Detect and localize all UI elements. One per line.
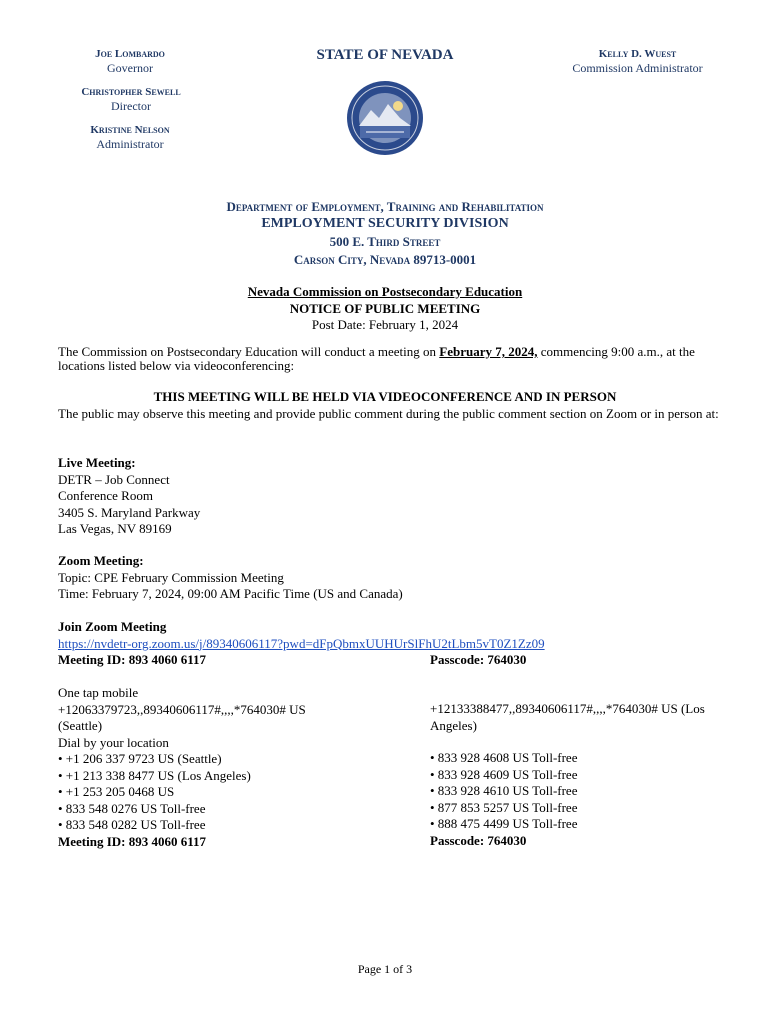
live-meeting-heading: Live Meeting:	[58, 455, 136, 470]
join-zoom-section	[58, 619, 738, 652]
dial-number: • +1 213 338 8477 US (Los Angeles)	[58, 767, 251, 783]
official-director	[52, 85, 210, 114]
dial-number: • 833 928 4610 US Toll-free	[430, 783, 578, 798]
notice-block	[0, 284, 770, 334]
join-zoom-heading: Join Zoom Meeting	[58, 619, 167, 634]
dial-number: • 833 928 4608 US Toll-free	[430, 750, 578, 765]
intro-paragraph	[58, 345, 723, 373]
director-title: Director	[111, 99, 151, 113]
zoom-meeting-heading: Zoom Meeting:	[58, 553, 144, 568]
zoom-join-link[interactable]: https://nvdetr-org.zoom.us/j/89340606117?pwd=dFpQbmxUUHUrSlFhU2tLbm5vT0Z1Zz09	[58, 635, 545, 651]
department-name: Department of Employment, Training and Rehabilitation	[226, 199, 544, 214]
division-name: EMPLOYMENT SECURITY DIVISION	[261, 216, 509, 231]
notice-title: NOTICE OF PUBLIC MEETING	[289, 300, 481, 316]
dial-heading: Dial by your location	[58, 734, 169, 750]
live-meeting-section	[58, 455, 458, 538]
zoom-topic: Topic: CPE February Commission Meeting	[58, 569, 284, 585]
governor-title: Governor	[107, 61, 153, 75]
live-meeting-line: Conference Room	[58, 488, 153, 503]
meeting-id-repeat: Meeting ID: 893 4060 6117	[58, 833, 207, 849]
passcode-repeat: Passcode: 764030	[430, 832, 527, 848]
post-date: Post Date: February 1, 2024	[311, 317, 459, 332]
dial-right-column	[430, 750, 730, 849]
commission-name: Nevada Commission on Postsecondary Education	[247, 284, 523, 299]
intro-text-rest: commencing 9:00 a.m., at the locations listed below via videoconferencing:	[58, 344, 695, 373]
street-address: 500 E. Third Street	[329, 234, 441, 249]
meeting-date: February 7, 2024,	[439, 344, 538, 359]
one-tap-right	[430, 701, 730, 734]
live-meeting-line: DETR – Job Connect	[58, 471, 170, 487]
administrator-name: Kristine Nelson	[90, 124, 170, 136]
intro-text: The Commission on Postsecondary Education will conduct a meeting on	[58, 344, 440, 359]
one-tap-heading: One tap mobile	[58, 685, 139, 700]
governor-name: Joe Lombardo	[95, 48, 165, 60]
dial-number: • 833 548 0282 US Toll-free	[58, 817, 206, 832]
dial-number: • +1 206 337 9723 US (Seattle)	[58, 751, 222, 766]
dial-number: • 877 853 5257 US Toll-free	[430, 799, 578, 815]
public-comment-text: The public may observe this meeting and provide public comment during the public comment section on Zoom or in person at:	[58, 406, 719, 421]
one-tap-left	[58, 685, 338, 850]
dial-number: • 888 475 4499 US Toll-free	[430, 816, 578, 831]
live-meeting-line: Las Vegas, NV 89169	[58, 521, 172, 536]
official-administrator	[60, 123, 200, 152]
one-tap-los-angeles: +12133388477,,89340606117#,,,,*764030# US (Los Angeles)	[430, 701, 705, 733]
official-governor	[60, 47, 200, 76]
administrator-title: Administrator	[96, 137, 164, 151]
zoom-meeting-section	[58, 553, 658, 603]
state-seal-icon	[346, 80, 424, 156]
page-number: Page 1 of 3	[357, 962, 413, 976]
dial-number: • 833 548 0276 US Toll-free	[58, 800, 206, 816]
meeting-id: Meeting ID: 893 4060 6117	[58, 652, 207, 667]
meeting-format-headline: THIS MEETING WILL BE HELD VIA VIDEOCONFERENCE AND IN PERSON	[153, 389, 617, 404]
department-block	[0, 198, 770, 269]
city-address: Carson City, Nevada 89713-0001	[293, 252, 477, 267]
commission-administrator-name: Kelly D. Wuest	[598, 48, 677, 60]
director-name: Christopher Sewell	[81, 86, 181, 98]
dial-number: • +1 253 205 0468 US	[58, 784, 175, 799]
commission-administrator	[555, 47, 720, 76]
passcode: Passcode: 764030	[430, 652, 527, 667]
one-tap-seattle: +12063379723,,89340606117#,,,,*764030# US (Seattle)	[58, 701, 306, 733]
dial-number: • 833 928 4609 US Toll-free	[430, 766, 578, 782]
zoom-time: Time: February 7, 2024, 09:00 AM Pacific Time (US and Canada)	[58, 586, 403, 601]
commission-administrator-title: Commission Administrator	[572, 61, 703, 75]
live-meeting-line: 3405 S. Maryland Parkway	[58, 504, 201, 520]
state-title: STATE OF NEVADA	[316, 47, 454, 63]
